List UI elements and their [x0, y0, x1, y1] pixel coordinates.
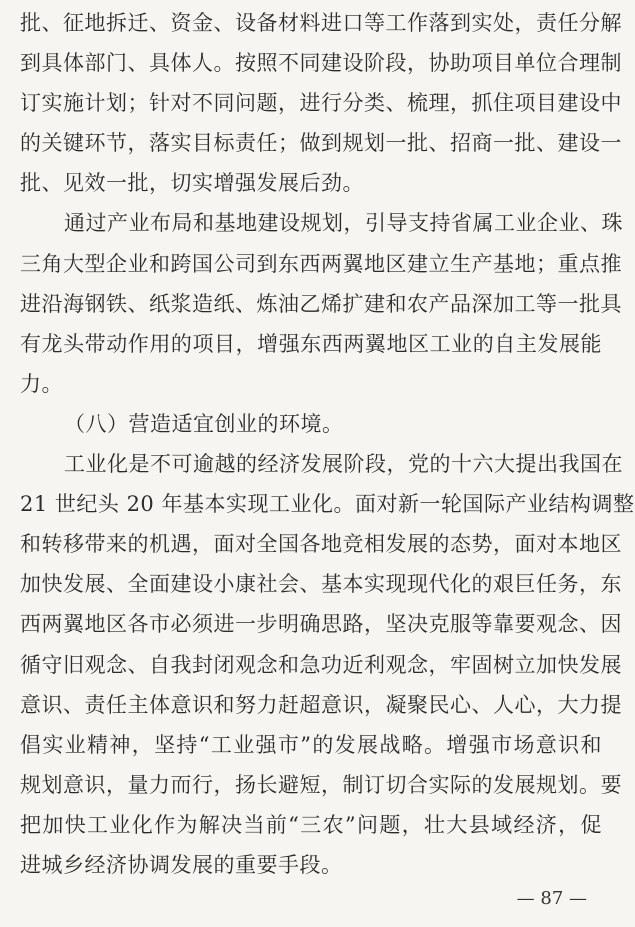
text-line: 倡实业精神，坚持“工业强市”的发展战略。增强市场意识和	[20, 733, 602, 757]
text-line: 力。	[20, 372, 63, 396]
text-line: 有龙头带动作用的项目，增强东西两翼地区工业的自主发展能	[20, 332, 602, 356]
text-line: 循守旧观念、自我封闭观念和急功近利观念，牢固树立加快发展	[20, 653, 622, 677]
text-line: 21 世纪头 20 年基本实现工业化。面对新一轮国际产业结构调整	[20, 492, 635, 516]
text-line: 进沿海钢铁、纸浆造纸、炼油乙烯扩建和农产品深加工等一批具	[20, 292, 622, 316]
text-line: 把加快工业化作为解决当前“三农”问题，壮大县域经济，促	[20, 813, 602, 837]
text-line: 进城乡经济协调发展的重要手段。	[20, 853, 343, 877]
text-line: 工业化是不可逾越的经济发展阶段，党的十六大提出我国在	[64, 452, 623, 476]
text-line: 和转移带来的机遇，面对全国各地竞相发展的态势，面对本地区	[20, 532, 622, 556]
text-line: 通过产业布局和基地建设规划，引导支持省属工业企业、珠	[64, 211, 623, 235]
text-line: 的关键环节，落实目标责任；做到规划一批、招商一批、建设一	[20, 131, 622, 155]
text-line: 意识、责任主体意识和努力赶超意识，凝聚民心、人心，大力提	[20, 693, 622, 717]
text-line: 规划意识，量力而行，扬长避短，制订切合实际的发展规划。要	[20, 773, 622, 797]
text-line: 西两翼地区各市必须进一步明确思路，坚决克服等靠要观念、因	[20, 612, 622, 636]
text-line: 批、征地拆迁、资金、设备材料进口等工作落到实处，责任分解	[20, 11, 622, 35]
text-line: 批、见效一批，切实增强发展后劲。	[20, 171, 364, 195]
text-line: 到具体部门、具体人。按照不同建设阶段，协助项目单位合理制	[20, 51, 622, 75]
text-line: 订实施计划；针对不同问题，进行分类、梳理，抓住项目建设中	[20, 91, 622, 115]
page-number: — 87 —	[516, 888, 587, 909]
text-line: 三角大型企业和跨国公司到东西两翼地区建立生产基地；重点推	[20, 252, 622, 276]
section-heading: （八）营造适宜创业的环境。	[64, 412, 344, 436]
text-line: 加快发展、全面建设小康社会、基本实现现代化的艰巨任务，东	[20, 572, 622, 596]
